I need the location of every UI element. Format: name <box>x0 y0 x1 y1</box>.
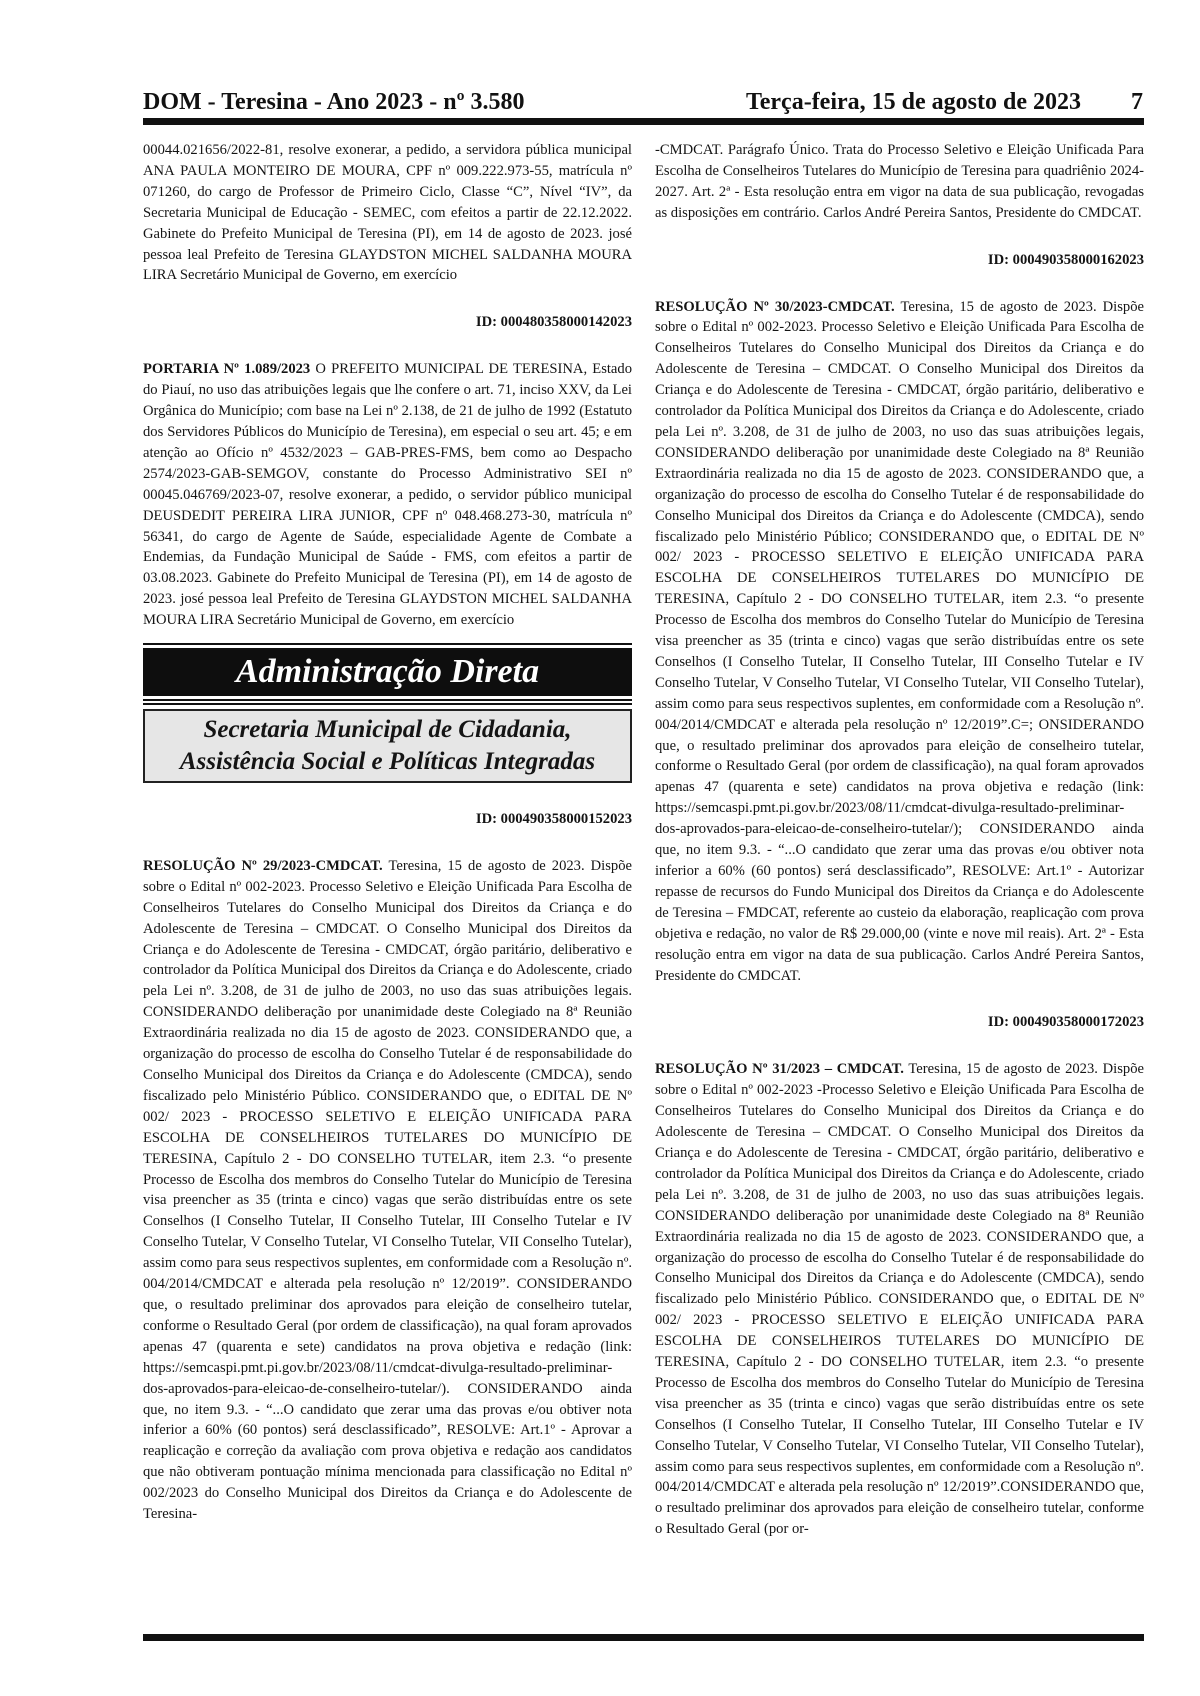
resolution-31-title: RESOLUÇÃO Nº 31/2023 – CMDCAT. <box>655 1061 904 1078</box>
section-banner <box>143 643 632 783</box>
exoneration-paragraph: 00044.021656/2022-81, resolve exonerar, a pedido, a servidora pública municipal ANA PAULA MONTEIRO DE MOURA, CPF nº 009.222.973-55, matrícula nº 071260, do cargo de Professor de Primeiro Ciclo, Classe “C”, Nível “IV”, da Secretaria Municipal de Educação - SEMEC, com efeitos a partir de 22.12.2022. Gabinete do Prefeito Municipal de Teresina (PI), em 14 de agosto de 2023. josé pessoa leal Prefeito de Teresina GLAYDSTON MICHEL SALDANHA MOURA LIRA Secretário Municipal de Governo, em exercício <box>143 142 632 284</box>
document-id: ID: 000490358000152023 <box>475 811 632 828</box>
portaria-body: O PREFEITO MUNICIPAL DE TERESINA, Estado do Piauí, no uso das atribuições legais que lhe confere o art. 71, inciso XXV, da Lei Orgânica do Município; com base na Lei nº 2.138, de 21 de julho de 1992 (Estatuto dos Servidores Públicos do Município de Teresina), em especial o seu art. 45; e em atenção ao Ofício nº 4532/2023 – GAB-PRES-FMS, bem como ao Despacho 2574/2023-GAB-SEMGOV, constante do Processo Administrativo SEI nº 00045.046769/2023-07, resolve exonerar, a pedido, o servidor público municipal DEUSDEDIT PEREIRA LIRA JUNIOR, CPF nº 048.468.273-30, matrícula nº 56341, do cargo de Agente de Saúde, especialidade Agente de Combate a Endemias, da Fundação Municipal de Saúde - FMS, com efeitos a partir de 03.08.2023. Gabinete do Prefeito Municipal de Teresina (PI), em 14 de agosto de 2023. josé pessoa leal Prefeito de Teresina GLAYDSTON MICHEL SALDANHA MOURA LIRA Secretário Municipal de Governo, em exercício <box>143 361 632 629</box>
subsection-title-line1: Secretaria Municipal de Cidadania, <box>203 716 572 744</box>
page-number: 7 <box>1131 89 1143 115</box>
publication-title: DOM - Teresina - Ano 2023 - nº 3.580 <box>143 89 525 115</box>
resolution-31-body: Teresina, 15 de agosto de 2023. Dispõe sobre o Edital nº 002-2023 -Processo Seletivo e Eleição Unificada Para Escolha de Conselheiros Tutelares do Conselho Municipal dos Direitos da Criança e do Adolescente de Teresina – CMDCAT. O Conselho Municipal dos Direitos da Criança e do Adolescente de Teresina - CMDCAT, órgão paritário, deliberativo e controlador da Política Municipal dos Direitos da Criança e do Adolescente, criado pela Lei nº. 3.208, de 31 de julho de 2003, no uso das suas atribuições legais. CONSIDERANDO deliberação por unanimidade deste Colegiado na 8ª Reunião Extraordinária realizada no dia 15 de agosto de 2023. CONSIDERANDO que, a organização do processo de escolha do Conselho Tutelar é de responsabilidade do Conselho Municipal dos Direitos da Criança e do Adolescente (CMDCA), sendo fiscalizado pelo Ministério Público. CONSIDERANDO que, o EDITAL DE Nº 002/ 2023 - PROCESSO SELETIVO E ELEIÇÃO UNIFICADA PARA ESCOLHA DE CONSELHEIROS TUTELARES DO MUNICÍPIO DE TERESINA, Capítulo 2 - DO CONSELHO TUTELAR, item 2.3. “o presente Processo de Escolha dos membros do Conselho Tutelar do Município de Teresina visa preencher as 35 (trinta e cinco) vagas que serão distribuídas entre os sete Conselhos (I Conselho Tutelar, II Conselho Tutelar, III Conselho Tutelar e IV Conselho Tutelar, V Conselho Tutelar, VI Conselho Tutelar, VII Conselho Tutelar), assim como para seus respectivos suplentes, em conformidade com a Resolução nº. 004/2014/CMDCAT e alterada pela resolução nº 12/2019”.CONSIDERANDO que, o resultado preliminar dos aprovados para eleição de conselheiro tutelar, conforme o Resultado Geral (por or- <box>655 1061 1144 1538</box>
resolution-30-body: Teresina, 15 de agosto de 2023. Dispõe sobre o Edital nº 002-2023. Processo Seletivo e Eleição Unificada Para Escolha de Conselheiros Tutelares do Conselho Municipal dos Direitos da Criança e do Adolescente de Teresina – CMDCAT. O Conselho Municipal dos Direitos da Criança e do Adolescente de Teresina - CMDCAT, órgão paritário, deliberativo e controlador da Política Municipal dos Direitos da Criança e do Adolescente, criado pela Lei nº. 3.208, de 31 de julho de 2003, no uso das suas atribuições legais, CONSIDERANDO deliberação por unanimidade deste Colegiado na 8ª Reunião Extraordinária realizada no dia 15 de agosto de 2023. CONSIDERANDO que, a organização do processo de escolha do Conselho Tutelar é de responsabilidade do Conselho Municipal dos Direitos da Criança e do Adolescente (CMDCA), sendo fiscalizado pelo Ministério Público; CONSIDERANDO que, o EDITAL DE Nº 002/ 2023 - PROCESSO SELETIVO E ELEIÇÃO UNIFICADA PARA ESCOLHA DE CONSELHEIROS TUTELARES DO MUNICÍPIO DE TERESINA, Capítulo 2 - DO CONSELHO TUTELAR, item 2.3. “o presente Processo de Escolha dos membros do Conselho Tutelar do Município de Teresina visa preencher as 35 (trinta e cinco) vagas que serão distribuídas entre os sete Conselhos (I Conselho Tutelar, II Conselho Tutelar, III Conselho Tutelar e IV Conselho Tutelar, V Conselho Tutelar, VI Conselho Tutelar, VII Conselho Tutelar), assim como para seus respectivos suplentes, em conformidade com a Resolução nº. 004/2014/CMDCAT e alterada pela resolução nº 12/2019”.C=; ONSIDERANDO que, o resultado preliminar dos aprovados para eleição de conselheiro tutelar, conforme o Resultado Geral (por ordem de classificação), na qual foram aprovados apenas 47 (quarenta e sete) candidatos na prova objetiva e redação (link: https://semcaspi.pmt.pi.gov.br/2023/08/11/cmdcat-divulga-resultado-preliminar-dos-aprovados-para-eleicao-de-conselheiro-tutelar/); CONSIDERANDO ainda que, no item 9.3. - “...O candidato que zerar uma das provas e/ou obtiver nota inferior a 60% (60 pontos) será desclassificado”, RESOLVE: Art.1º - Autorizar repasse de recursos do Fundo Municipal dos Direitos da Criança e do Adolescente de Teresina – FMDCAT, referente ao custeio da elaboração, reaplicação com prova objetiva e redação, no valor de R$ 29.000,00 (vinte e nove mil reais). Art. 2ª - Esta resolução entra em vigor na data de sua publicação. Carlos André Pereira Santos, Presidente do CMDCAT. <box>655 298 1144 984</box>
resolution-29-title: RESOLUÇÃO Nº 29/2023-CMDCAT. <box>143 857 383 874</box>
footer-rule <box>143 1634 1144 1641</box>
publication-date: Terça-feira, 15 de agosto de 2023 <box>745 89 1081 115</box>
document-id: ID: 000490358000162023 <box>987 251 1144 268</box>
resolution-29-paragraph <box>143 856 632 1525</box>
portaria-title: PORTARIA Nº 1.089/2023 <box>143 361 311 378</box>
left-column <box>143 140 632 1630</box>
right-column <box>655 140 1144 1630</box>
resolution-30-paragraph <box>655 297 1144 987</box>
page-header <box>143 88 1143 116</box>
header-rule <box>143 118 1144 125</box>
document-id: ID: 000490358000172023 <box>987 1014 1144 1031</box>
subsection-title-line2: Assistência Social e Políticas Integradas <box>179 748 596 776</box>
continuation-paragraph: -CMDCAT. Parágrafo Único. Trata do Processo Seletivo e Eleição Unificada Para Escolha de Conselheiros Tutelares do Município de Teresina para quadriênio 2024-2027. Art. 2ª - Esta resolução entra em vigor na data de sua publicação, revogadas as disposições em contrário. Carlos André Pereira Santos, Presidente do CMDCAT. <box>655 142 1144 221</box>
resolution-29-body: Teresina, 15 de agosto de 2023. Dispõe sobre o Edital nº 002-2023. Processo Seletivo e Eleição Unificada Para Escolha de Conselheiros Tutelares do Conselho Municipal dos Direitos da Criança e do Adolescente de Teresina – CMDCAT. O Conselho Municipal dos Direitos da Criança e do Adolescente de Teresina - CMDCAT, órgão paritário, deliberativo e controlador da Política Municipal dos Direitos da Criança e do Adolescente, criado pela Lei nº. 3.208, de 31 de julho de 2003, no uso das suas atribuições legais. CONSIDERANDO deliberação por unanimidade deste Colegiado na 8ª Reunião Extraordinária realizada no dia 15 de agosto de 2023. CONSIDERANDO que, a organização do processo de escolha do Conselho Tutelar é de responsabilidade do Conselho Municipal dos Direitos da Criança e do Adolescente (CMDCA), sendo fiscalizado pelo Ministério Público. CONSIDERANDO que, o EDITAL DE Nº 002/ 2023 - PROCESSO SELETIVO E ELEIÇÃO UNIFICADA PARA ESCOLHA DE CONSELHEIROS TUTELARES DO MUNICÍPIO DE TERESINA, Capítulo 2 - DO CONSELHO TUTELAR, item 2.3. “o presente Processo de Escolha dos membros do Conselho Tutelar do Município de Teresina visa preencher as 35 (trinta e cinco) vagas que serão distribuídas entre os sete Conselhos (I Conselho Tutelar, II Conselho Tutelar, III Conselho Tutelar e IV Conselho Tutelar, V Conselho Tutelar, VI Conselho Tutelar, VII Conselho Tutelar), assim como para seus respectivos suplentes, em conformidade com a Resolução nº. 004/2014/CMDCAT e alterada pela resolução nº 12/2019”. CONSIDERANDO que, o resultado preliminar dos aprovados para eleição de conselheiro tutelar, conforme o Resultado Geral (por ordem de classificação), na qual foram aprovados apenas 47 (quarenta e sete) candidatos na prova objetiva e redação (link: https://semcaspi.pmt.pi.gov.br/2023/08/11/cmdcat-divulga-resultado-preliminar-dos-aprovados-para-eleicao-de-conselheiro-tutelar/). CONSIDERANDO ainda que, no item 9.3. - “...O candidato que zerar uma das provas e/ou obtiver nota inferior a 60% (60 pontos) será desclassificado”, RESOLVE: Art.1º - Aprovar a reaplicação e correção da avaliação com prova objetiva e redação aos candidatos que não obtiveram pontuação mínima mencionada para classificação no Edital nº 002/2023 do Conselho Municipal dos Direitos da Criança e do Adolescente de Teresina- <box>143 857 632 1523</box>
resolution-30-title: RESOLUÇÃO Nº 30/2023-CMDCAT. <box>655 298 895 315</box>
section-title: Administração Direta <box>143 648 632 696</box>
subsection-title <box>143 709 632 783</box>
document-id: ID: 000480358000142023 <box>475 314 632 331</box>
portaria-paragraph <box>143 359 632 631</box>
resolution-31-paragraph <box>655 1059 1144 1540</box>
